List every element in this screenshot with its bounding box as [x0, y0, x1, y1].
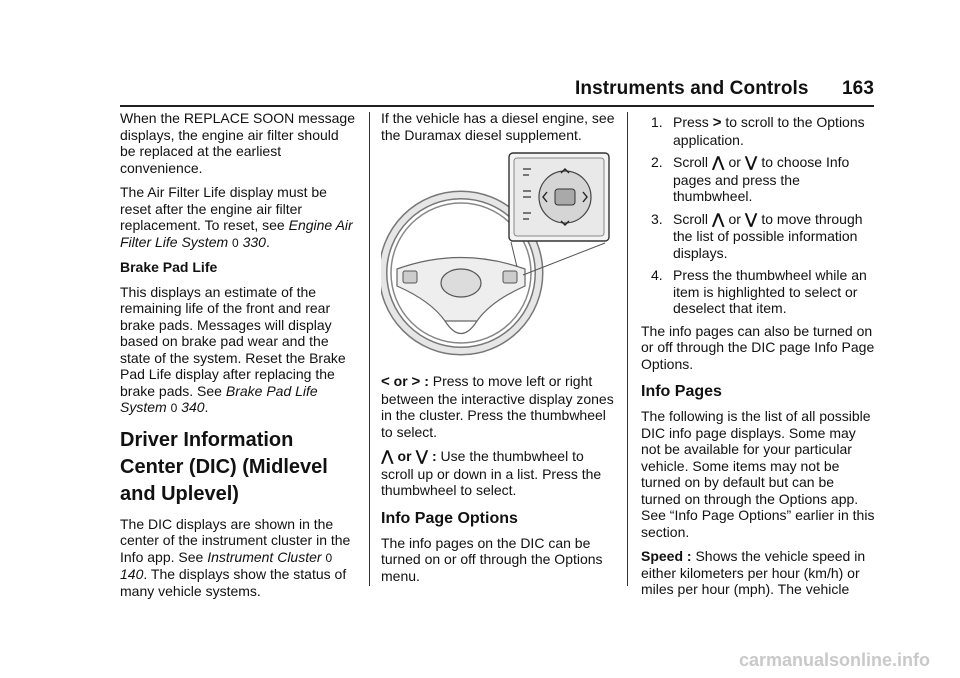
list-item: 2. Scroll ⋀ or ⋁ to choose Info pages and press the thumbwheel. — [651, 154, 850, 204]
up-arrow-icon: ⋀ — [711, 154, 725, 171]
paragraph: ⋀ or ⋁ : Use the thumbwheel to scroll up or down in a list. Press the thumbwheel to select. — [381, 448, 602, 498]
list-item: 1. Press > to scroll to the Options application. — [651, 114, 865, 148]
column-1 — [120, 110, 358, 607]
subsection-heading: Info Pages — [641, 383, 722, 400]
page-ref-icon: 0 — [170, 401, 178, 415]
cross-reference-link[interactable]: Brake Pad Life System — [120, 382, 318, 415]
header-rule — [120, 105, 874, 107]
page-ref[interactable]: 330 — [242, 233, 266, 250]
page-ref-icon: 0 — [232, 235, 239, 250]
paragraph: The Air Filter Life display must be reset after the engine air filter replacement. To reset, see Engine Air Filter Life System 0 330. — [120, 184, 353, 250]
page-number: 163 — [841, 78, 874, 99]
right-arrow-icon: > — [411, 373, 421, 390]
paragraph: The info pages can also be turned on or off through the DIC page Info Page Options. — [641, 322, 875, 372]
list-item: 3. Scroll ⋀ or ⋁ to move through the list of possible information displays. — [651, 210, 863, 261]
speed-label: Speed : — [641, 548, 692, 564]
subheading: Brake Pad Life — [120, 259, 218, 275]
column-divider — [627, 112, 628, 586]
steering-wheel-controls-illustration — [381, 151, 617, 365]
section-title: Instruments and Controls — [575, 78, 809, 99]
up-arrow-icon: ⋀ — [381, 448, 394, 465]
paragraph: When the REPLACE SOON message displays, the engine air filter should be replaced at the earliest convenience. — [120, 110, 355, 176]
column-2 — [381, 110, 617, 592]
numbered-steps — [641, 114, 877, 317]
cross-reference-link[interactable]: Instrument Cluster — [207, 548, 322, 565]
paragraph: < or > : Press to move left or right between the interactive display zones in the cluster. Press the thumbwheel to select. — [381, 373, 614, 440]
paragraph: This displays an estimate of the remaining life of the front and rear brake pads. Messages will display based on brake pad wear and the state of the system. Reset the Brake Pad Life display after replacing the brake pads. See Brake Pad Life System 0 340. — [120, 283, 346, 415]
down-arrow-icon: ⋁ — [744, 154, 758, 171]
column-3 — [641, 110, 877, 606]
right-arrow-icon: > — [712, 114, 722, 131]
cross-reference-link[interactable]: Engine Air Filter Life System — [120, 217, 353, 250]
paragraph: If the vehicle has a diesel engine, see the Duramax diesel supplement. — [381, 110, 615, 143]
page-ref-icon: 0 — [325, 550, 333, 565]
page-ref[interactable]: 140 — [120, 566, 144, 582]
down-arrow-icon: ⋁ — [415, 448, 429, 465]
section-heading: Driver Information Center (DIC) (Midlevel and Uplevel) — [120, 428, 328, 505]
page-header — [0, 78, 874, 104]
up-arrow-icon: ⋀ — [711, 210, 725, 228]
left-arrow-icon: < — [381, 373, 390, 390]
page-ref[interactable]: 340 — [181, 399, 205, 415]
list-item: 4. Press the thumbwheel while an item is highlighted to select or deselect that item. — [651, 267, 867, 316]
column-divider — [369, 112, 370, 586]
paragraph: The info pages on the DIC can be turned on or off through the Options menu. — [381, 534, 603, 584]
subsection-heading: Info Page Options — [381, 509, 518, 527]
down-arrow-icon: ⋁ — [744, 210, 758, 228]
paragraph: Speed : Shows the vehicle speed in either kilometers per hour (km/h) or miles per hour (mph). The vehicle — [641, 548, 866, 597]
paragraph: The following is the list of all possible DIC info page displays. Some may not be available for your particular vehicle. Some items may not be turned on by default but can be turned on through the Options app. See “Info Page Options” earlier in this section. — [641, 408, 875, 540]
watermark: carmanualsonline.info — [738, 650, 930, 670]
paragraph: The DIC displays are shown in the center of the instrument cluster in the Info app. See Instrument Cluster 0 140. The displays show the status of many vehicle systems. — [120, 515, 351, 599]
